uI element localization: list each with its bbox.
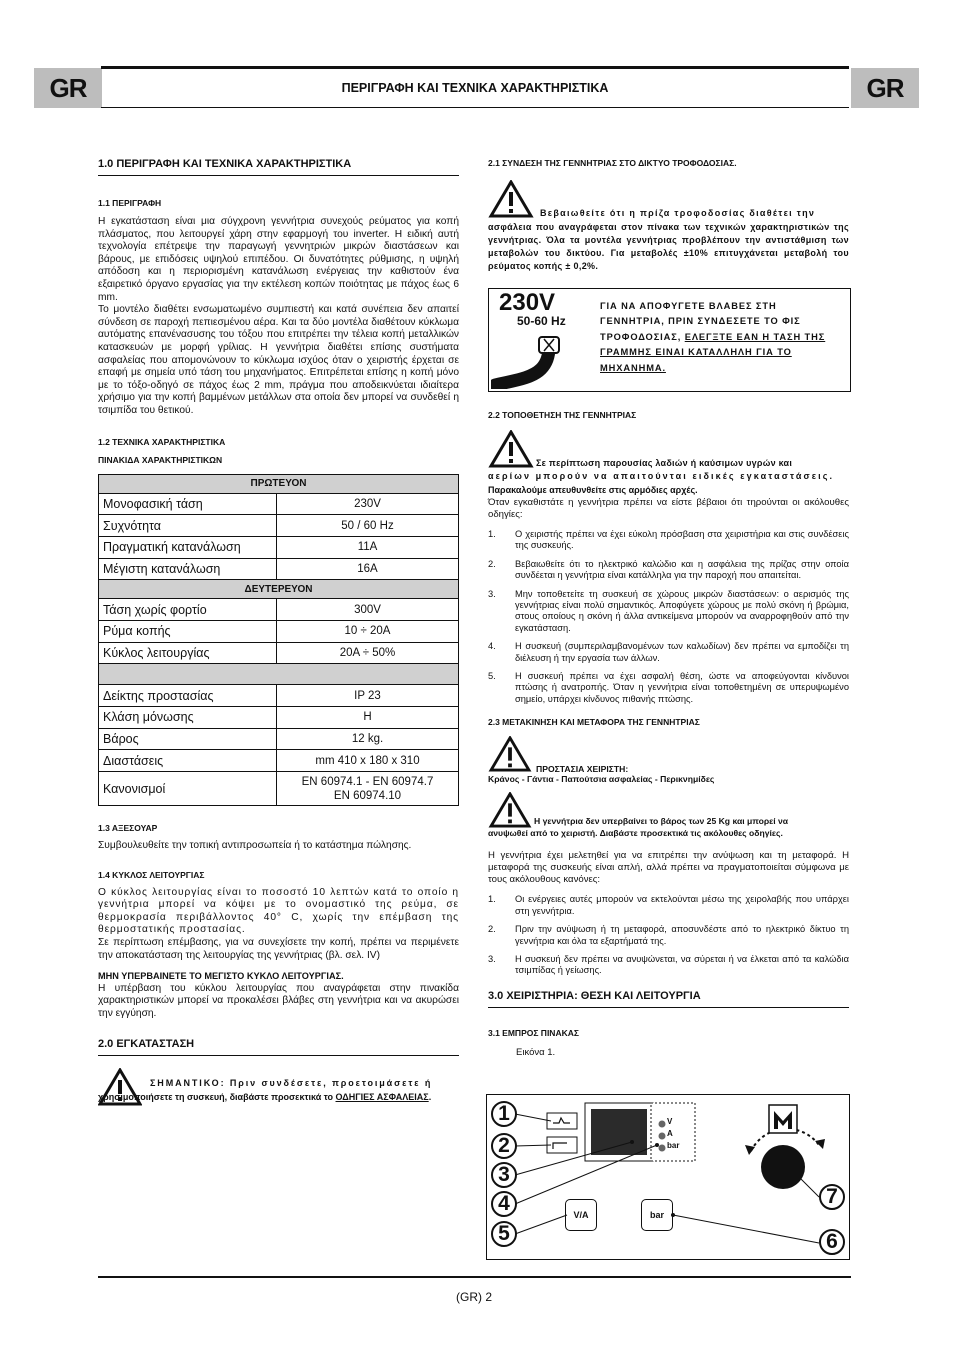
mains-warning-line1: Βεβαιωθείτε ότι η πρίζα τροφοδοσίας διαθέτει την (540, 208, 816, 218)
important-warning-line1: ΣΗΜΑΝΤΙΚΟ: Πριν συνδέσετε, προετοιμάσετε ή (150, 1077, 433, 1088)
spec-value: 230V (277, 493, 459, 515)
spec-value: 11A (277, 536, 459, 558)
table-row (99, 728, 459, 750)
important-warning-line2: χρησιμοποιήσετε τη συσκευή, διαβάστε προσεκτικά το (98, 1091, 336, 1102)
spec-value: 300V (277, 599, 459, 621)
duty-cycle-text-2: Σε περίπτωση επέμβασης, για να συνεχίσετε την κοπή, πρέπει να περιμένετε την αποκατάσταση της λειτουργίας της γεννήτριας (βλ. σελ. IV) (98, 937, 459, 961)
table-row (99, 750, 459, 772)
list-item: 1. Ο χειριστής πρέπει να έχει εύκολη πρόσβαση στα χειριστήρια και στις συνδέσεις της συσκευής. (488, 529, 849, 551)
footer-rule (98, 1276, 851, 1278)
spec-value: EN 60974.1 - EN 60974.7 EN 60974.10 (277, 772, 459, 806)
spec-label: Κανονισμοί (99, 772, 277, 806)
duty-cycle-text-3: Η υπέρβαση του κύκλου λειτουργίας που αναγράφεται στην πινακίδα χαρακτηριστικών μπορεί να προκαλέσει βλάβες στη γεννήτρια και να ακυρώσει την εγγύηση. (98, 982, 459, 1019)
section-1-3-heading: 1.3 ΑΞΕΣΟΥΑΡ (98, 823, 158, 834)
right-column (488, 158, 849, 1058)
list-item: 2. Βεβαιωθείτε ότι το ηλεκτρικό καλώδιο και η ασφάλεια της πρίζας στην οποία συνδέεται η γεννήτρια είναι κατάλληλα για την παροχή που απαιτείται. (488, 558, 849, 581)
table-row (99, 685, 459, 707)
section-2-1-heading: 2.1 ΣΥΝΔΕΣΗ ΤΗΣ ΓΕΝΝΗΤΡΙΑΣ ΣΤΟ ΔΙΚΤΥΟ ΤΡΟΦΟΔΟΣΙΑΣ. (488, 158, 737, 168)
spec-value: 50 / 60 Hz (277, 515, 459, 537)
table-row (99, 707, 459, 729)
list-item: 2. Πριν την ανύψωση ή τη μεταφορά, αποσυνδέστε από το ηλεκτρικό δίκτυο τη γεννήτρια και όλα τα εξαρτήματά της. (488, 924, 849, 946)
blank-separator (99, 664, 459, 685)
section-1-4-heading: 1.4 ΚΥΚΛΟΣ ΛΕΙΤΟΥΡΓΙΑΣ (98, 869, 205, 880)
specs-table (98, 474, 459, 807)
warning-icon (488, 430, 534, 468)
table-row (99, 642, 459, 664)
list-item: 3. Μην τοποθετείτε τη συσκευή σε χώρους μικρών διαστάσεων: ο αερισμός της γεννήτριας είναι πολύ σημαντικός. Αποφύγετε χώρους με πολύ σκόνη ή βρώμια, στους οποίους η σκόνη ή άλλα αντικείμενα μπορούν να αναρροφηθούν από την εγκατάσταση. (488, 588, 849, 633)
spec-label: Πραγματική κατανάλωση (99, 536, 277, 558)
callout-5: 5 (491, 1221, 517, 1247)
page-header: ΠΕΡΙΓΡΑΦΗ ΚΑΙ ΤΕΧΝΙΚΑ ΧΑΡΑΚΤΗΡΙΣΤΙΚΑ (101, 66, 849, 108)
fuel-warning-line3: Παρακαλούμε απευθυνθείτε στις αρμόδιες αρχές. (488, 485, 698, 495)
language-tag-left: GR (34, 68, 102, 108)
table-row (99, 772, 459, 806)
bar-button[interactable]: bar (641, 1199, 673, 1231)
spec-value: IP 23 (277, 685, 459, 707)
voltage-label: 230V (499, 289, 556, 316)
section-2-2-heading: 2.2 ΤΟΠΟΘΕΤΗΣΗ ΤΗΣ ΓΕΝΝΗΤΡΙΑΣ (488, 410, 637, 420)
placement-intro: Όταν εγκαθιστάτε η γεννήτρια πρέπει να είστε βέβαιοι ότι τηρούνται οι ακόλουθες οδηγίες: (488, 497, 849, 520)
spec-label: Συχνότητα (99, 515, 277, 537)
callout-4: 4 (491, 1191, 517, 1217)
paragraph-description-2: Το μοντέλο διαθέτει ενσωματωμένο συμπιεστή και κατά συνέπεια δεν απαιτεί σύνδεση σε παροχή πεπιεσμένου αέρα. Και τα δύο μοντέλα διαθέτουν κύκλωμα αυτόματης επανένασυσης του τόξου που επιτρέπει την τέλεια κοπή μεταλλικών κατασκευών με μορφή γρίλιας. Η γεννήτρια διαθέτει επίσης συστήματα ασφαλείας που απομονώνουν το κύκλωμα ισχύος όταν ο χειριστής έρχεται σε επαφή με σημεία υπό τάση του μηχανήματος. Επιτρέπεται επίσης η κοπή μόνο με το τόξο-οδηγό σε πάχος έως 2 mm, πράγμα που αποδεικνύεται ιδιαίτερα χρήσιμο για την κοπή βαμμένων μετάλλων στα οποία δεν μπορεί να συνδεθεί η τσιμπίδα του θετικού. (98, 304, 459, 416)
section-1-1-heading: 1.1 ΠΕΡΙΓΡΑΦΗ (98, 198, 162, 208)
spec-label: Μέγιστη κατανάλωση (99, 558, 277, 580)
spec-value: 12 kg. (277, 728, 459, 750)
callout-7: 7 (819, 1184, 845, 1210)
spec-label: Δείκτης προστασίας (99, 685, 277, 707)
primary-section-header: ΠΡΩΤΕΥΟΝ (99, 474, 459, 493)
list-item: 5. Η συσκευή πρέπει να έχει ασφαλή θέση, ώστε να αποφεύγονται κίνδυνοι πτώσης ή ανατροπής. Όταν η γεννήτρια είναι τοποθετημένη σε υπερυψωμένο σημείο, υπάρχει κίνδυνος πιθανής πτώσης. (488, 671, 849, 704)
fuel-warning-line1: Σε περίπτωση παρουσίας λαδιών ή καύσιμων υγρών και (536, 458, 793, 468)
weight-warning-line1: Η γεννήτρια δεν υπερβαίνει το βάρος των 25 Kg και μπορεί να (534, 816, 789, 827)
spec-label: Ρύμα κοπής (99, 620, 277, 642)
important-warning (98, 1068, 459, 1114)
table-row (99, 536, 459, 558)
page-number: (GR) 2 (456, 1290, 492, 1304)
callout-1: 1 (491, 1101, 517, 1127)
figure-caption: Εικόνα 1. (516, 1046, 556, 1058)
led-bar-label: bar (667, 1141, 680, 1150)
fuel-warning (488, 430, 849, 482)
led-a-label: A (667, 1129, 673, 1138)
paragraph-description: Η εγκατάσταση είναι μια σύγχρονη γεννήτρια συνεχούς ρεύματος για κοπή πλάσματος, που λειτουργεί χάρη στην εφαρμογή του inverter. Η ειδική αυτή τεχνολογία επέτρεψε την παραγωγή γεννητριών μικρών διαστάσεων και βάρους, με επιδόσεις υψηλού επιπέδου. Οι δυνατότητες ρύθμισης, η υψηλή απόδοση και η περιορισμένη κατανάλωση ενέργειας την καθιστούν ένα εξαιρετικό όργανο εργασίας για την εκτέλεση κοπών ποιότητας με πάχος έως 6 mm. (98, 216, 459, 303)
language-tag-right: GR (851, 68, 919, 108)
section-3-1-heading: 3.1 ΕΜΠΡΟΣ ΠΙΝΑΚΑΣ (488, 1027, 579, 1038)
spec-value: H (277, 707, 459, 729)
spec-value: 16A (277, 558, 459, 580)
section-3-0-heading: 3.0 ΧΕΙΡΙΣΤΗΡΙΑ: ΘΕΣΗ ΚΑΙ ΛΕΙΤΟΥΡΓΙΑ (488, 990, 849, 1008)
accessories-text: Συμβουλευθείτε την τοπική αντιπροσωπεία ή το κατάστημα πώλησης. (98, 840, 412, 852)
spec-label: Μονοφασική τάση (99, 493, 277, 515)
weight-warning-line2: ανυψωθεί από το χειριστή. Διαβάστε προσεκτικά τις ακόλουθες οδηγίες. (488, 828, 783, 839)
duty-cycle-text: Ο κύκλος λειτουργίας είναι το ποσοστό 10 λεπτών κατά το οποίο η γεννήτρια μπορεί να κόψει με το ονομαστικό της ρεύμα, σε θερμοκρασία περιβάλλοντος 40° C, χωρίς την επέμβαση της θερμοστατικής προστασίας. (98, 886, 459, 936)
spec-value: mm 410 x 180 x 310 (277, 750, 459, 772)
table-row (99, 599, 459, 621)
voltage-warning-text: ΓΙΑ ΝΑ ΑΠΟΦΥΓΕΤΕ ΒΛΑΒΕΣ ΣΤΗ ΓΕΝΝΗΤΡΙΑ, ΠΡΙΝ ΣΥΝΔΕΣΕΤΕ ΤΟ ΦΙΣ ΤΡΟΦΟΔΟΣΙΑΣ, (600, 301, 801, 342)
section-2-0-heading: 2.0 ΕΓΚΑΤΑΣΤΑΣΗ (98, 1038, 459, 1056)
left-column (98, 158, 459, 1114)
table-row (99, 558, 459, 580)
list-item: 4. Η συσκευή (συμπεριλαμβανομένων των καλωδίων) δεν πρέπει να εμποδίζει τη διέλευση ή την εργασία των άλλων. (488, 641, 849, 663)
table-row (99, 515, 459, 537)
warning-icon (488, 180, 534, 218)
spec-value: 10 ÷ 20A (277, 620, 459, 642)
section-1-0-heading: 1.0 ΠΕΡΙΓΡΑΦΗ ΚΑΙ ΤΕΧΝΙΚΑ ΧΑΡΑΚΤΗΡΙΣΤΙΚΑ (98, 158, 459, 176)
mains-warning-text: ασφάλεια που αναγράφεται στον πίνακα των τεχνικών χαρακτηριστικών της γεννήτριας. Όλα τα μοντέλα γεννήτριας προβλέπουν την αντιστάθμιση των μεταβολών του δικτύου. Για μεταβολές ±10% επιτυγχάνεται μεταβολή του ρεύματος κοπής ± 0,2%. (488, 222, 849, 271)
weight-warning (488, 792, 849, 840)
secondary-section-header: ΔΕΥΤΕΡΕΥΟΝ (99, 580, 459, 599)
list-item: 3. Η συσκευή δεν πρέπει να ανυψώνεται, να σύρεται ή να έλκεται από τα καλώδια τσιμπίδας ή γείωσης. (488, 953, 849, 976)
warning-icon (488, 792, 532, 828)
callout-6: 6 (819, 1229, 845, 1255)
front-panel-diagram (486, 1094, 850, 1260)
protection-warning-title: ΠΡΟΣΤΑΣΙΑ ΧΕΙΡΙΣΤΗ: (536, 764, 629, 775)
callout-3: 3 (491, 1162, 517, 1188)
table-row (99, 493, 459, 515)
voltage-warning-check: ΕΛΕΓΞΤΕ ΕΑΝ Η ΤΑΣΗ ΤΗΣ ΓΡΑΜΜΗΣ ΕΙΝΑΙ ΚΑΤΑΛΛΗΛΗ ΓΙΑ ΤΟ ΜΗΧΑΝΗΜΑ. (600, 331, 826, 373)
section-1-2-heading: 1.2 ΤΕΧΝΙΚΑ ΧΑΡΑΚΤΗΡΙΣΤΙΚΑ (98, 436, 226, 447)
protection-equipment: Κράνος - Γάντια - Παπούτσια ασφαλείας - Περικνημίδες (488, 774, 715, 785)
transport-list (488, 894, 849, 976)
protection-warning (488, 736, 849, 774)
spec-label: Κύκλος λειτουργίας (99, 642, 277, 664)
mains-warning (488, 180, 849, 276)
voltage-warning-box (488, 288, 851, 392)
led-v-label: V (667, 1117, 673, 1126)
spec-value: 20A ÷ 50% (277, 642, 459, 664)
warning-icon (488, 736, 532, 772)
rating-plate-heading: ΠΙΝΑΚΙΔΑ ΧΑΡΑΚΤΗΡΙΣΤΙΚΩΝ (98, 454, 223, 465)
spec-label: Κλάση μόνωσης (99, 707, 277, 729)
duty-cycle-warning: ΜΗΝ ΥΠΕΡΒΑΙΝΕΤΕ ΤΟ ΜΕΓΙΣΤΟ ΚΥΚΛΟ ΛΕΙΤΟΥΡΓΙΑΣ. (98, 971, 344, 982)
transport-intro: Η γεννήτρια έχει μελετηθεί για να επιτρέπει την ανύψωση και τη μεταφορά. Η μεταφορά της συσκευής είναι απλή, αλλά πρέπει να πραγματοποιείται σύμφωνα με τους ακόλουθους κανόνες: (488, 850, 849, 886)
spec-label: Βάρος (99, 728, 277, 750)
table-row (99, 620, 459, 642)
va-button[interactable]: V/A (565, 1199, 597, 1231)
section-2-3-heading: 2.3 ΜΕΤΑΚΙΝΗΣΗ ΚΑΙ ΜΕΤΑΦΟΡΑ ΤΗΣ ΓΕΝΝΗΤΡΙΑΣ (488, 717, 700, 728)
spec-label: Τάση χωρίς φορτίο (99, 599, 277, 621)
frequency-label: 50-60 Hz (517, 314, 566, 328)
placement-list (488, 529, 849, 705)
callout-2: 2 (491, 1133, 517, 1159)
fuel-warning-line2: αερίων μπορούν να απαιτούνται ειδικές εγκαταστάσεις. (488, 471, 835, 481)
important-warning-end: . (428, 1091, 432, 1102)
safety-instructions-link: ΟΔΗΓΙΕΣ ΑΣΦΑΛΕΙΑΣ (335, 1091, 429, 1102)
list-item: 1. Οι ενέργειες αυτές μπορούν να εκτελούνται μέσω της χειρολαβής που υπάρχει στη γεννήτρια. (488, 894, 849, 916)
power-plug-icon (491, 329, 563, 389)
spec-label: Διαστάσεις (99, 750, 277, 772)
